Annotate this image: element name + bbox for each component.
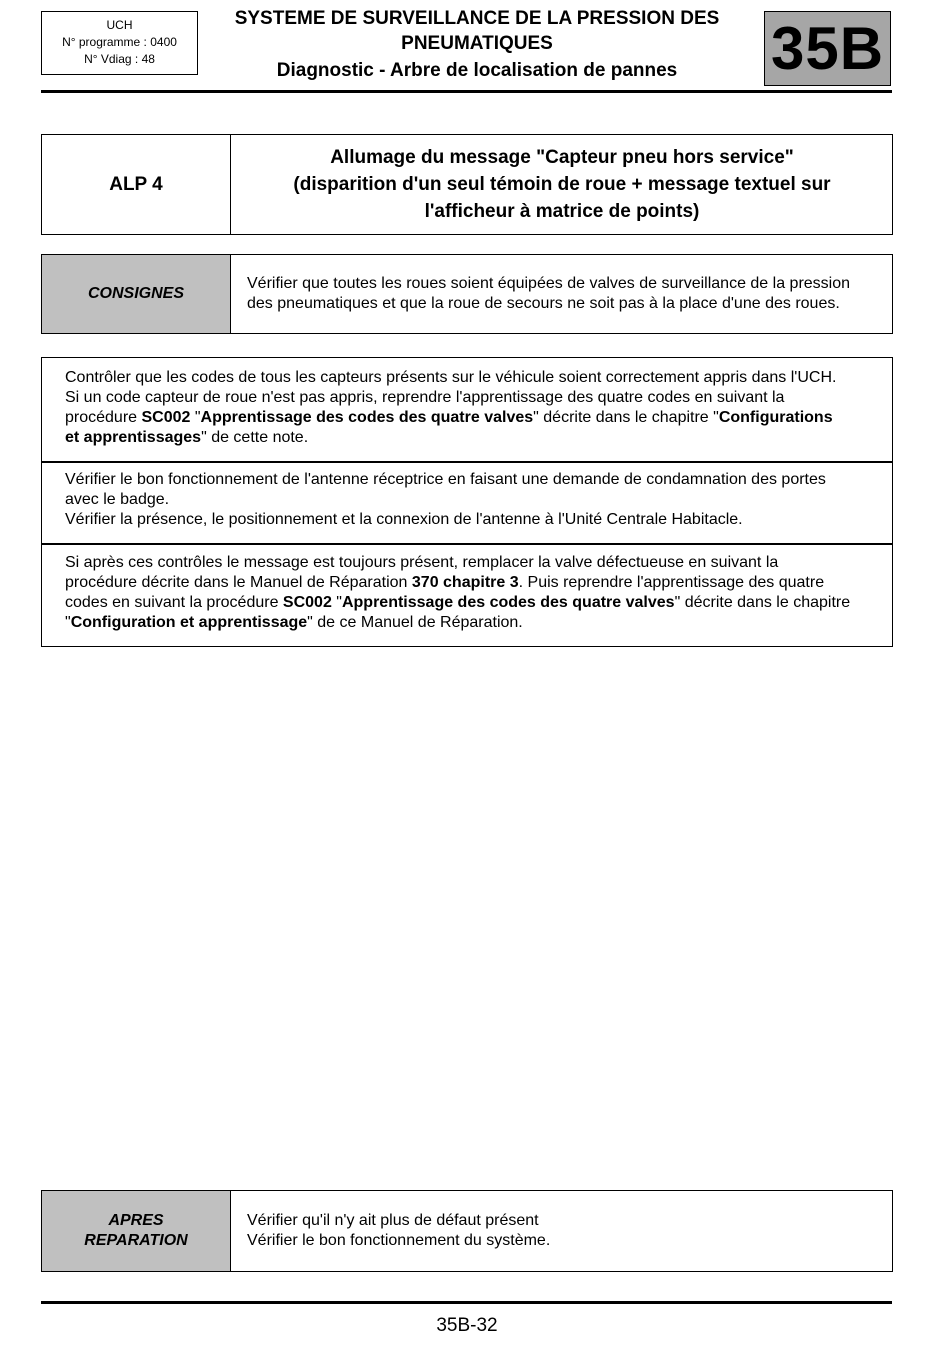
apres-reparation-box [41,1190,893,1272]
step-2-line2: avec le badge. [65,491,170,508]
document-title [203,6,751,56]
step-3-line2: procédure décrite dans le Manuel de Réparation 370 chapitre 3. Puis reprendre l'apprentissage des quatre [65,574,825,591]
alp-title-line2: (disparition d'un seul témoin de roue + message textuel sur [293,174,831,195]
step-3-line3: codes en suivant la procédure SC002 "Apprentissage des codes des quatre valves" décrite dans le chapitre [65,594,851,611]
step-1-line2: Si un code capteur de roue n'est pas appris, reprendre l'apprentissage des quatre codes en suivant la [65,389,785,406]
footer-divider [41,1301,892,1304]
step-divider [42,543,892,545]
alp-code: ALP 4 [42,135,231,234]
consignes-text-line1: Vérifier que toutes les roues soient équipées de valves de surveillance de la pression [247,275,851,292]
consignes-text [247,274,878,314]
step-3 [42,553,892,633]
header-divider [41,90,892,93]
step-2 [42,470,892,530]
document-title-line1: SYSTEME DE SURVEILLANCE DE LA PRESSION DES [234,8,720,29]
diagnostic-steps-box [41,357,893,647]
alp-title-line1: Allumage du message "Capteur pneu hors service" [330,147,794,168]
alp-box [41,134,893,235]
step-divider [42,461,892,463]
step-3-line4: "Configuration et apprentissage" de ce Manuel de Réparation. [65,614,523,631]
step-1-line4: et apprentissages" de cette note. [65,429,309,446]
alp-title-line3: l'afficheur à matrice de points) [424,201,700,222]
document-title-line2: PNEUMATIQUES [401,33,553,54]
step-3-line1: Si après ces contrôles le message est toujours présent, remplacer la valve défectueuse en suivant la [65,554,779,571]
document-subtitle: Diagnostic - Arbre de localisation de pannes [276,60,678,81]
step-1-line1: Contrôler que les codes de tous les capteurs présents sur le véhicule soient correctement appris dans l'UCH. [65,369,837,386]
apres-text-line2: Vérifier le bon fonctionnement du système. [247,1232,551,1249]
apres-reparation-text [247,1211,878,1251]
header-program-number: N° programme : 0400 [62,35,177,49]
header-info-box [41,11,198,75]
section-code-badge: 35B [764,11,891,86]
apres-reparation-label [42,1191,231,1271]
step-2-line1: Vérifier le bon fonctionnement de l'antenne réceptrice en faisant une demande de condamnation des portes [65,471,826,488]
step-2-line3: Vérifier la présence, le positionnement et la connexion de l'antenne à l'Unité Centrale Habitacle. [65,511,743,528]
apres-label-line2: REPARATION [84,1232,188,1249]
header-vdiag: N° Vdiag : 48 [84,52,155,66]
header-module: UCH [106,18,133,32]
apres-text-line1: Vérifier qu'il n'y ait plus de défaut présent [247,1212,539,1229]
consignes-label: CONSIGNES [42,255,231,333]
step-1-line3: procédure SC002 "Apprentissage des codes des quatre valves" décrite dans le chapitre "Configurations [65,409,833,426]
page-number: 35B-32 [436,1315,498,1336]
apres-label-line1: APRES [108,1212,164,1229]
step-1 [42,368,892,448]
consignes-box [41,254,893,334]
alp-title [232,135,892,234]
consignes-text-line2: des pneumatiques et que la roue de secours ne soit pas à la place d'une des roues. [247,295,840,312]
